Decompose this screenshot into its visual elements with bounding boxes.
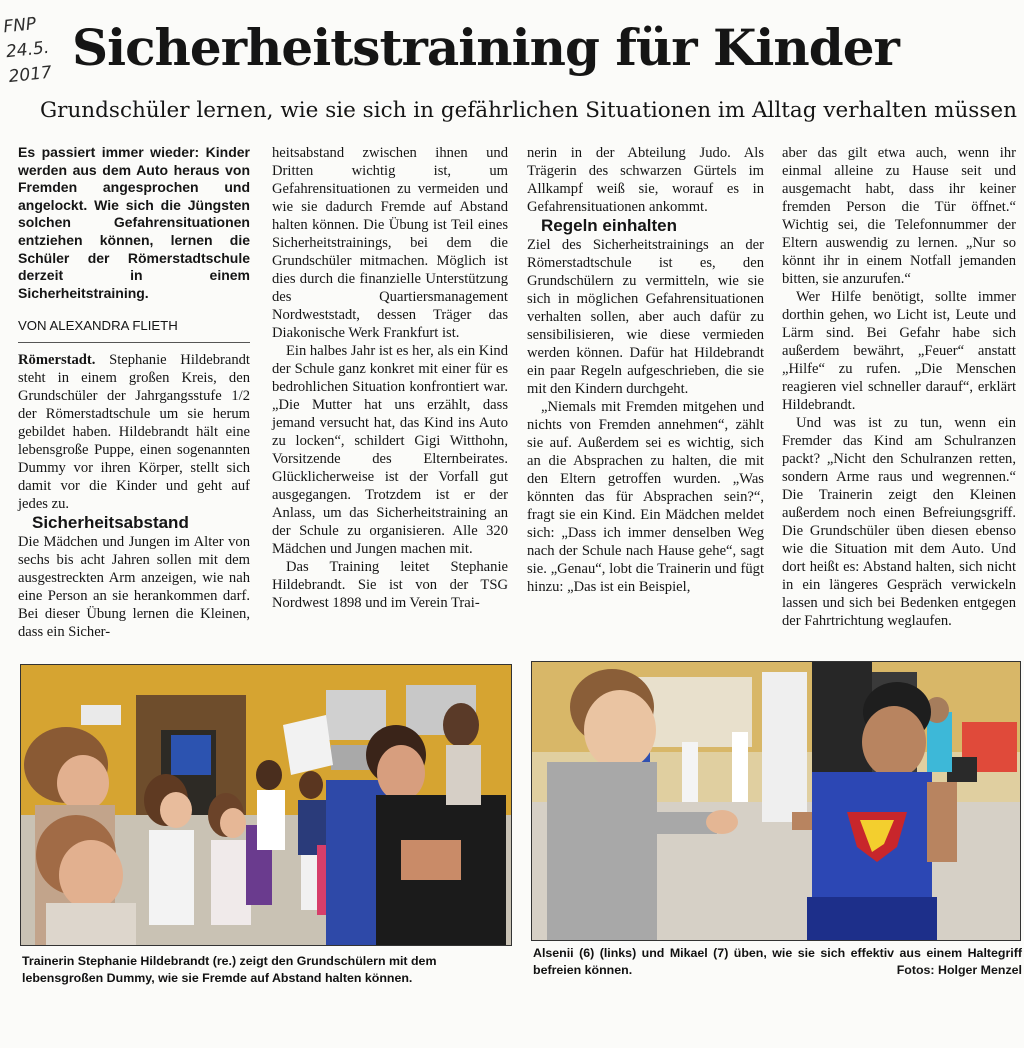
paragraph: Wer Hilfe benötigt, sollte immer dorthin gehen, wo Licht ist, Leute und Lärm sind. Bei Gefahr habe sich außerdem bewährt, „Feuer“ anstatt „Hilfe“ zu rufen. „Die Menschen reagieren viel schneller darauf“, erklärt Hildebrandt.	[782, 289, 1016, 413]
paragraph: Die Mädchen und Jungen im Alter von sechs bis acht Jahren sollen mit dem ausgestreckten Arm anzeigen, wie nah eine Person an sie herankommen darf. Bei dieser Übung lernen die Kleinen, dass ein Sicher-	[18, 534, 250, 641]
photo-trainer-illustration	[21, 665, 511, 945]
paragraph-text: Stephanie Hildebrandt steht in einem großen Kreis, den Grundschüler der Jahrgangsstufe 1/2 der Römerstadtschule um sie herum gebildet haben. Hildebrandt hält eine lebensgroße Puppe, einen sogenannten Dummy vor ihren Körper, stellt sich damit vor die Kinder und geht auf jedes zu.	[18, 352, 250, 513]
article-column-4	[782, 144, 1016, 630]
article-column-3	[527, 144, 764, 596]
photo-boys-practicing	[531, 661, 1021, 941]
article-column-2	[272, 144, 508, 612]
photo-boys-illustration	[532, 662, 1020, 940]
paragraph: Das Training leitet Stephanie Hildebrandt. Sie ist von der TSG Nordwest 1898 und im Verein Trai-	[272, 559, 508, 611]
photo1-caption: Trainerin Stephanie Hildebrandt (re.) zeigt den Grundschülern mit dem lebensgroßen Dummy, wie sie Fremde auf Abstand halten können.	[22, 954, 437, 985]
paragraph	[18, 351, 250, 513]
lead-paragraph: Es passiert immer wieder: Kinder werden aus dem Auto heraus von Fremden angesprochen und angelockt. Wie sich die Jüngsten solchen Gefahrensituationen entziehen können, lernen die Schüler der Römerstadtschule derzeit in einem Sicherheitstraining.	[18, 144, 250, 301]
paragraph: Ziel des Sicherheitstrainings an der Römerstadtschule ist es, den Grundschülern zu vermitteln, wie sie sich in möglichen Gefahrensituationen verhalten sollen, aber auch dafür zu sensibilisieren, wie diese vermieden werden können. Dafür hat Hildebrandt ein paar Regeln aufgeschrieben, die sie mit den Kindern durchgeht.	[527, 237, 764, 397]
subheadline: Grundschüler lernen, wie sie sich in gefährlichen Situationen im Alltag verhalten müssen	[40, 98, 1017, 123]
subheading-sicherheitsabstand: Sicherheitsabstand	[32, 513, 189, 533]
article-column-1	[18, 144, 250, 641]
paragraph: Ein halbes Jahr ist es her, als ein Kind der Schule ganz konkret mit einer für es bedrohlichen Situation konfrontiert war. „Die Mutter hat uns erzählt, dass jemand versucht hat, das Kind ins Auto zu locken“, schildert Gigi Witthohn, Vorsitzende des Elternbeirates. Glücklicherweise ist der Vorfall gut ausgegangen. Trotzdem ist er der Anlass, um das Sicherheitstraining an der Schule zu organisieren. Alle 320 Mädchen und Jungen machen mit.	[272, 343, 508, 557]
paragraph: heitsabstand zwischen ihnen und Dritten wichtig ist, um Gefahrensituationen zu vermeiden und wie sie dadurch Fremde auf Abstand halten können. Die Übung ist Teil eines Sicherheitstrainings, bei dem die Grundschüler mitmachen. Möglich ist dies durch die finanzielle Unterstützung des Quartiersmanagement Nordweststadt, dessen Träger das Diakonische Werk Frankfurt ist.	[272, 145, 508, 341]
photo2-caption: Alsenii (6) (links) und Mikael (7) üben, wie sie sich effektiv aus einem Haltegriff befreien können.	[533, 946, 1022, 977]
paragraph: nerin in der Abteilung Judo. Als Trägerin des schwarzen Gürtels im Allkampf weiß sie, worauf es in Gefahrensituationen ankommt.	[527, 145, 764, 215]
paragraph: „Niemals mit Fremden mitgehen und nichts von Fremden annehmen“, zählt sie auf. Außerdem sei es wichtig, sich an die Absprachen zu halten, die mit den Eltern getroffen wurden. „Was könnten das für Absprachen sein?“, fragt sie ein Kind. Ein Mädchen meldet sich: „Dass ich immer denselben Weg nach der Schule nach Hause gehe“, sagt sie. „Genau“, lobt die Trainerin und fügt hinzu: „Das ist ein Beispiel,	[527, 399, 764, 595]
note-line: 24.5.	[5, 37, 51, 63]
byline: VON ALEXANDRA FLIETH	[18, 318, 250, 343]
subheading-regeln-einhalten: Regeln einhalten	[541, 216, 678, 235]
note-line: FNP	[2, 14, 38, 38]
photo-credit: Fotos: Holger Menzel	[896, 963, 1022, 977]
note-line: 2017	[7, 62, 53, 88]
paragraph: Und was ist zu tun, wenn ein Fremder das Kind am Schulranzen packt? „Nicht den Schulranzen retten, sondern Arme raus und wegrennen.“ Die Trainerin zeigt den Kleinen außerdem noch einen Befreiungsgriff. Die Grundschüler üben diesen ebenso wie die Situation mit dem Auto. Und dort heißt es: Abstand halten, sich nicht in ein längeres Gespräch verwickeln lassen und sich bei Bedenken entgegen der Fahrtrichtung weglaufen.	[782, 415, 1016, 629]
photo-trainer-with-dummy	[20, 664, 512, 946]
paragraph: aber das gilt etwa auch, wenn ihr einmal alleine zu Hause seit und ausgemacht habt, dass ihr keiner fremden Person die Tür öffnet.“ Wichtig sei, die Telefonnummer der Eltern auswendig zu lernen. „Nur so könnt ihr in einem Notfall jemanden bitten, sie anzurufen.“	[782, 145, 1016, 287]
handwritten-date-note	[2, 9, 71, 90]
dateline-place: Römerstadt.	[18, 352, 96, 369]
headline: Sicherheitstraining für Kinder	[72, 18, 899, 77]
